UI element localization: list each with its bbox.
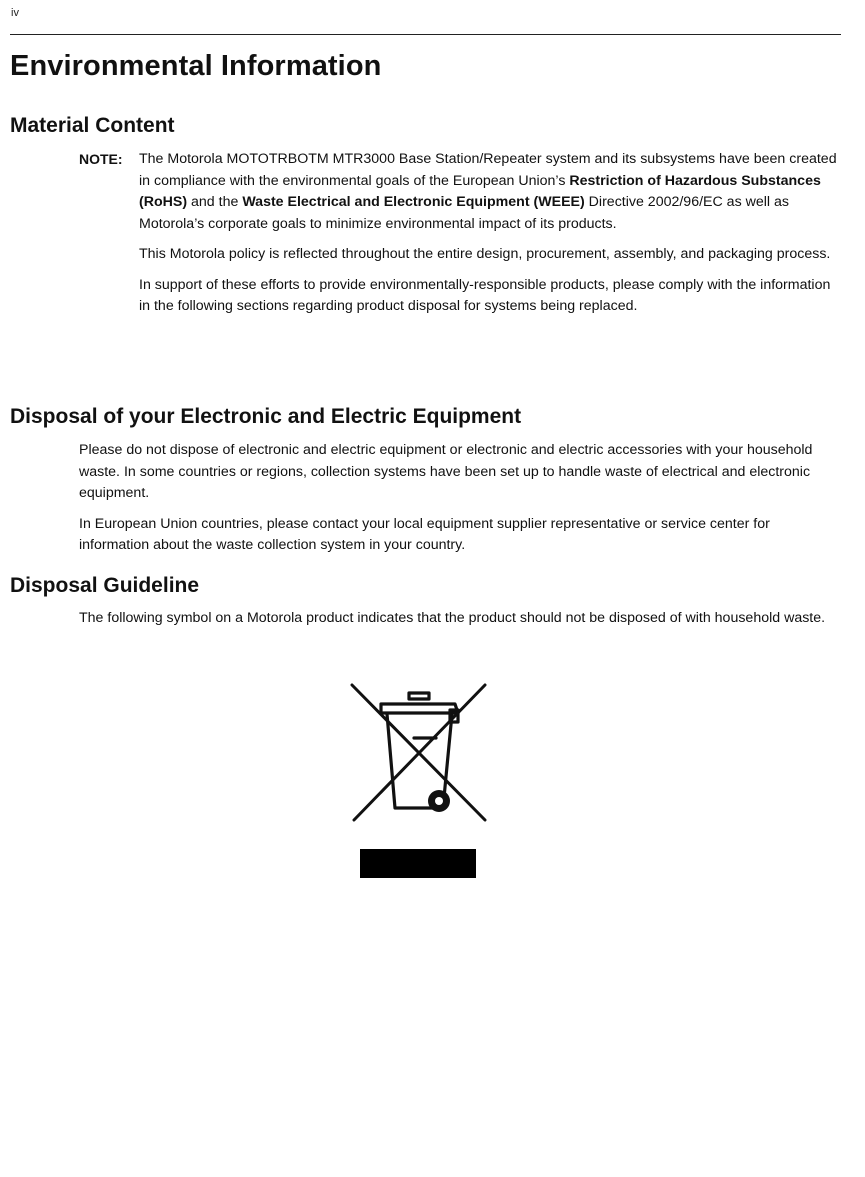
- rohs-term: Restriction of Hazardous Substances (RoHS): [139, 172, 821, 210]
- note-paragraph-compliance: The Motorola MOTOTRBOTM MTR3000 Base Station/Repeater system and its subsystems have been created in compliance with the environmental goals of the European Union’s Restriction of Hazardous Substances (RoHS) and the Waste Electrical and Electronic Equipment (WEEE) Directive 2002/96/EC as well as Motorola’s corporate goals to minimize environmental impact of its products.: [139, 151, 837, 232]
- note-label: NOTE:: [79, 151, 123, 167]
- disposal-paragraph-household: Please do not dispose of electronic and electric equipment or electronic and electric accessories with your household waste. In some countries or regions, collection systems have been set up to handle waste of electrical and electronic equipment.: [79, 442, 813, 501]
- weee-term: Waste Electrical and Electronic Equipment (WEEE): [242, 194, 585, 210]
- crossed-out-wheelie-bin-icon: [345, 680, 495, 830]
- weee-solid-bar: [360, 849, 476, 878]
- note-paragraph-support: In support of these efforts to provide environmentally-responsible products, please comply with the information in the following sections regarding product disposal for systems being replaced.: [139, 276, 831, 314]
- section-title-material-content: Material Content: [10, 114, 175, 137]
- header-rule: [10, 34, 841, 35]
- disposal-equipment-body: [79, 440, 839, 557]
- page-title: Environmental Information: [10, 50, 382, 82]
- section-title-disposal-guideline: Disposal Guideline: [10, 574, 200, 597]
- note-body: [139, 149, 839, 318]
- note-paragraph-policy: This Motorola policy is reflected throughout the entire design, procurement, assembly, and packaging process.: [139, 246, 831, 262]
- disposal-guideline-body: [79, 608, 839, 630]
- guideline-paragraph: The following symbol on a Motorola product indicates that the product should not be disposed of with household waste.: [79, 610, 826, 626]
- disposal-paragraph-eu: In European Union countries, please contact your local equipment supplier representative or service center for information about the waste collection system in your country.: [79, 515, 770, 553]
- page-number: iv: [11, 7, 19, 19]
- section-title-disposal-equipment: Disposal of your Electronic and Electric Equipment: [10, 405, 522, 428]
